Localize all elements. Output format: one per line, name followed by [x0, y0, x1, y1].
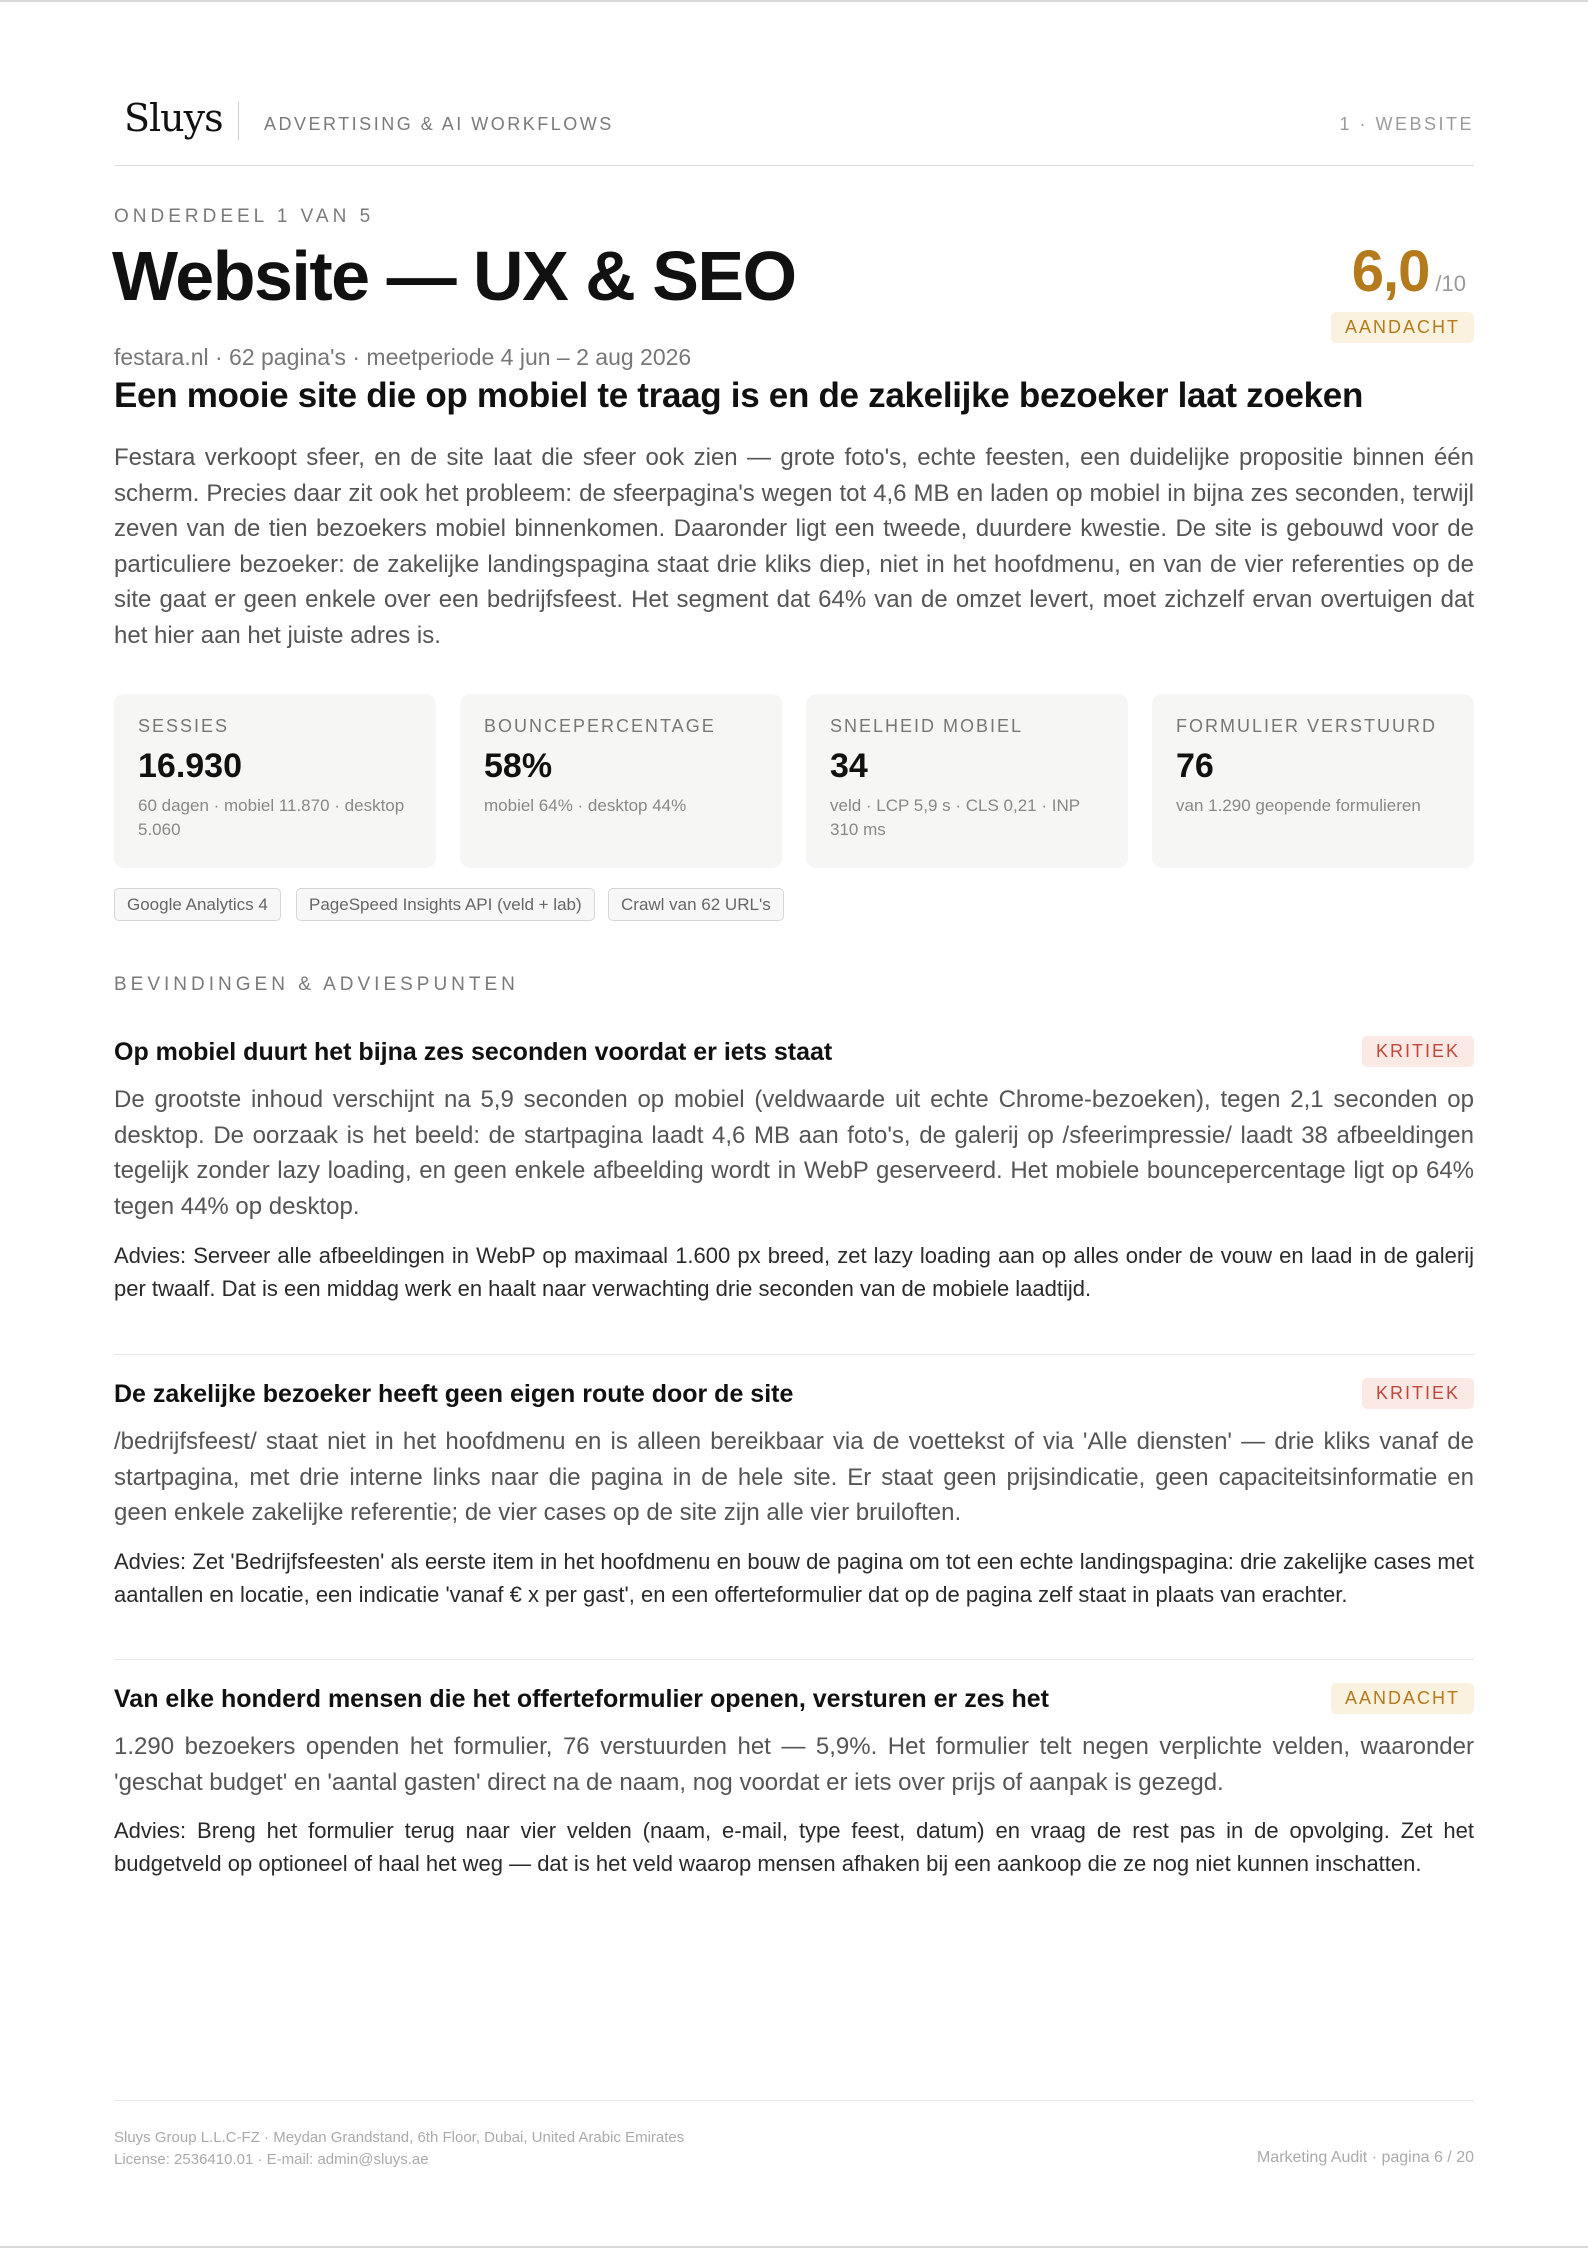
- stat-value: 16.930: [138, 747, 242, 785]
- page-meta: festara.nl · 62 pagina's · meetperiode 4 jun – 2 aug 2026: [114, 344, 692, 370]
- source-chip: Google Analytics 4: [114, 888, 281, 921]
- severity-badge: AANDACHT: [1331, 1683, 1474, 1714]
- stat-detail: veld · LCP 5,9 s · CLS 0,21 · INP 310 ms: [830, 796, 1080, 839]
- document-page: [114, 0, 1474, 2248]
- stat-value: 76: [1176, 747, 1214, 785]
- stat-detail: mobiel 64% · desktop 44%: [484, 796, 687, 815]
- stat-card-sessions: [114, 694, 436, 868]
- page-title: Website — UX & SEO: [112, 237, 796, 315]
- stat-cards: [114, 694, 1474, 868]
- page-footer: [114, 2100, 1474, 2168]
- finding-body: /bedrijfsfeest/ staat niet in het hoofdmenu en is alleen bereikbaar via de voettekst of via 'Alle diensten' — drie kliks vanaf de startpagina, met drie interne links naar die pagina in de hele site. Er staat geen prijsindicatie, geen capaciteitsinformatie en geen enkele zakelijke referentie; de vier cases op de site zijn alle vier bruiloften.: [114, 1428, 1474, 1527]
- finding-divider: [114, 1354, 1474, 1355]
- finding-advice: Advies: Zet 'Bedrijfsfeesten' als eerste item in het hoofdmenu en bouw de pagina om tot een echte landingspagina: drie zakelijke cases met aantallen en locatie, een indicatie 'vanaf € x per gast', en een offerteformulier dat op de pagina zelf staat in plaats van erachter.: [114, 1549, 1474, 1607]
- finding-divider: [114, 1659, 1474, 1660]
- score-scale: /10: [1435, 271, 1466, 296]
- severity-badge: KRITIEK: [1362, 1036, 1474, 1067]
- stat-label: SNELHEID MOBIEL: [830, 716, 1024, 736]
- stat-label: SESSIES: [138, 716, 230, 736]
- finding-title: Op mobiel duurt het bijna zes seconden voordat er iets staat: [114, 1038, 833, 1066]
- finding-body: De grootste inhoud verschijnt na 5,9 seconden op mobiel (veldwaarde uit echte Chrome-bezoeken), tegen 2,1 seconden op desktop. De oorzaak is het beeld: de startpagina laadt 4,6 MB aan foto's, de galerij op /sfeerimpressie/ laadt 38 afbeeldingen tegelijk zonder lazy loading, en geen enkele afbeelding wordt in WebP geserveerd. Het mobiele bouncepercentage ligt op 64% tegen 44% op desktop.: [114, 1086, 1474, 1220]
- stat-card-bounce: [460, 694, 782, 868]
- finding-advice: Advies: Serveer alle afbeeldingen in WebP op maximaal 1.600 px breed, zet lazy loading aan op alles onder de vouw en laad in de galerij per twaalf. Dat is een middag werk en haalt naar verwachting drie seconden van de mobiele laadtijd.: [114, 1243, 1474, 1301]
- finding-title: De zakelijke bezoeker heeft geen eigen route door de site: [114, 1380, 794, 1408]
- brand-tagline: ADVERTISING & AI WORKFLOWS: [264, 114, 614, 134]
- company-address: Sluys Group L.L.C-FZ · Meydan Grandstand, 6th Floor, Dubai, United Arabic Emirates: [114, 2129, 685, 2146]
- finding-body: 1.290 bezoekers openden het formulier, 76 verstuurden het — 5,9%. Het formulier telt negen verplichte velden, waaronder 'geschat budget' en 'aantal gasten' direct na de naam, nog voordat er iets over prijs of aanpak is gezegd.: [114, 1733, 1474, 1796]
- stat-card-mobile-speed: [806, 694, 1128, 868]
- source-chip: PageSpeed Insights API (veld + lab): [296, 888, 595, 921]
- page-number: Marketing Audit · pagina 6 / 20: [1256, 2149, 1474, 2166]
- stat-label: FORMULIER VERSTUURD: [1176, 716, 1438, 736]
- score-value: 6,0: [1351, 239, 1430, 304]
- stat-value: 34: [830, 747, 868, 785]
- brand-logo: Sluys: [124, 96, 223, 140]
- score-display: [1352, 238, 1466, 305]
- section-eyebrow: ONDERDEEL 1 VAN 5: [114, 206, 375, 227]
- page-header: [114, 92, 1474, 166]
- company-info: [114, 2127, 684, 2171]
- finding-title: Van elke honderd mensen die het offerteformulier openen, versturen er zes het: [114, 1685, 1049, 1713]
- score-status-badge-wrap: [1331, 312, 1474, 343]
- section-reference: 1 · WEBSITE: [1339, 114, 1474, 134]
- stat-detail: 60 dagen · mobiel 11.870 · desktop 5.060: [138, 796, 405, 839]
- stat-card-form-submitted: [1152, 694, 1474, 868]
- header-divider: [238, 102, 239, 140]
- severity-badge: KRITIEK: [1362, 1378, 1474, 1409]
- stat-value: 58%: [484, 747, 553, 785]
- page-subtitle: Een mooie site die op mobiel te traag is en de zakelijke bezoeker laat zoeken: [114, 376, 1364, 415]
- findings-heading: BEVINDINGEN & ADVIESPUNTEN: [114, 974, 519, 995]
- stat-detail: van 1.290 geopende formulieren: [1176, 796, 1421, 815]
- status-badge: AANDACHT: [1331, 312, 1474, 343]
- stat-label: BOUNCEPERCENTAGE: [484, 716, 716, 736]
- source-chip: Crawl van 62 URL's: [608, 888, 784, 921]
- finding-advice: Advies: Breng het formulier terug naar vier velden (naam, e-mail, type feest, datum) en vraag de rest pas in de opvolging. Zet het budgetveld op optioneel of haal het weg — dat is het veld waarop mensen afhaken bij een aankoop die ze nog niet kunnen inschatten.: [114, 1818, 1474, 1876]
- company-license: License: 2536410.01 · E-mail: admin@sluys.ae: [114, 2151, 429, 2168]
- intro-paragraph: Festara verkoopt sfeer, en de site laat die sfeer ook zien — grote foto's, echte feesten, een duidelijke propositie binnen één scherm. Precies daar zit ook het probleem: de sfeerpagina's wegen tot 4,6 MB en laden op mobiel in bijna zes seconden, terwijl zeven van de tien bezoekers mobiel binnenkomen. Daaronder ligt een tweede, duurdere kwestie. De site is gebouwd voor de particuliere bezoeker: de zakelijke landingspagina staat drie kliks diep, niet in het hoofdmenu, en van de vier referenties op de site gaat er geen enkele over een bedrijfsfeest. Het segment dat 64% van de omzet levert, moet zichzelf ervan overtuigen dat het hier aan het juiste adres is.: [114, 444, 1474, 649]
